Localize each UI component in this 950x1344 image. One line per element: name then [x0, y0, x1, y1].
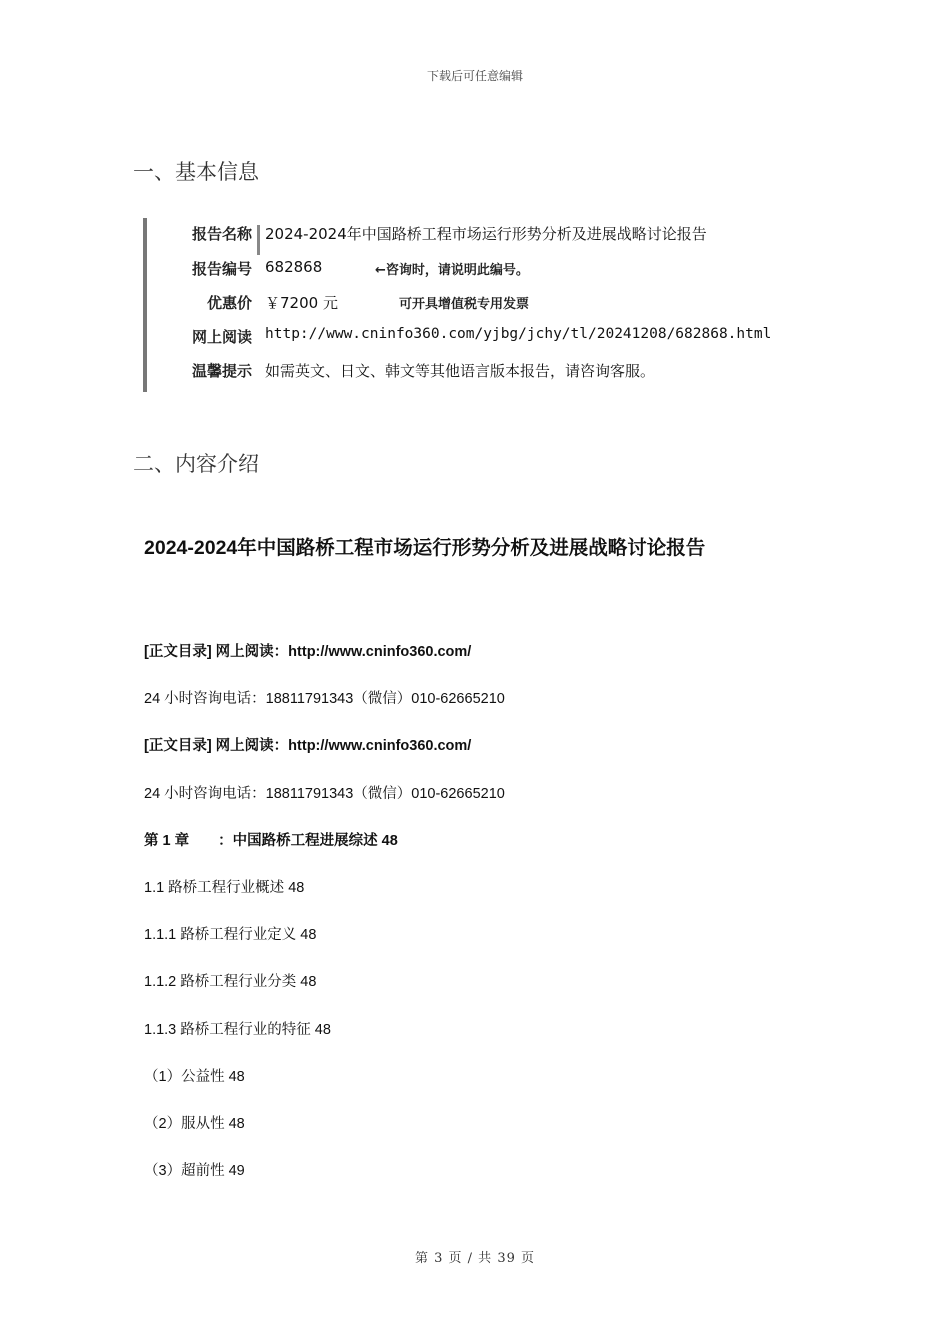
tip-value: 如需英文、日文、韩文等其他语言版本报告，请咨询客服。 — [265, 362, 656, 380]
content-line: 24 小时咨询电话：18811791343（微信）010-62665210 — [144, 786, 505, 802]
content-line: 1.1.1 路桥工程行业定义 48 — [144, 927, 317, 943]
section-title-content-intro: 二、内容介绍 — [133, 452, 259, 476]
report-title: 2024-2024年中国路桥工程市场运行形势分析及进展战略讨论报告 — [144, 537, 706, 559]
content-line: （1）公益性 48 — [144, 1069, 245, 1085]
content-line: 24 小时咨询电话：18811791343（微信）010-62665210 — [144, 691, 505, 707]
price-note: 可开具增值税专用发票 — [399, 297, 530, 312]
price-value: ￥7200 元 — [265, 294, 338, 312]
report-name-label: 报告名称 — [191, 225, 252, 243]
tip-label: 温馨提示 — [191, 362, 252, 380]
info-box — [143, 218, 827, 392]
report-code-label: 报告编号 — [191, 260, 252, 278]
content-line: 第 1 章 ：中国路桥工程进展综述 48 — [144, 833, 398, 849]
content-line: [正文目录] 网上阅读：http://www.cninfo360.com/ — [144, 644, 472, 660]
page-header: 下载后可任意编辑 — [426, 69, 523, 83]
report-code-note: ←咨询时，请说明此编号。 — [375, 263, 529, 278]
content-line: 1.1.2 路桥工程行业分类 48 — [144, 974, 317, 990]
url-label: 网上阅读 — [191, 328, 252, 346]
price-label: 优惠价 — [206, 294, 252, 312]
content-line: （3）超前性 49 — [144, 1163, 245, 1179]
section-title-basic-info: 一、基本信息 — [133, 160, 259, 184]
content-line: [正文目录] 网上阅读：http://www.cninfo360.com/ — [144, 738, 472, 754]
content-line: 1.1 路桥工程行业概述 48 — [144, 880, 305, 896]
content-line: （2）服从性 48 — [144, 1116, 245, 1132]
report-name-value: 2024-2024年中国路桥工程市场运行形势分析及进展战略讨论报告 — [265, 225, 707, 243]
url-link[interactable]: http://www.cninfo360.com/yjbg/jchy/tl/20241208/682868.html — [265, 326, 772, 342]
report-code-value: 682868 — [265, 258, 323, 276]
page-footer: 第 3 页 / 共 39 页 — [415, 1251, 535, 1266]
row-divider — [257, 225, 260, 255]
content-line: 1.1.3 路桥工程行业的特征 48 — [144, 1022, 331, 1038]
